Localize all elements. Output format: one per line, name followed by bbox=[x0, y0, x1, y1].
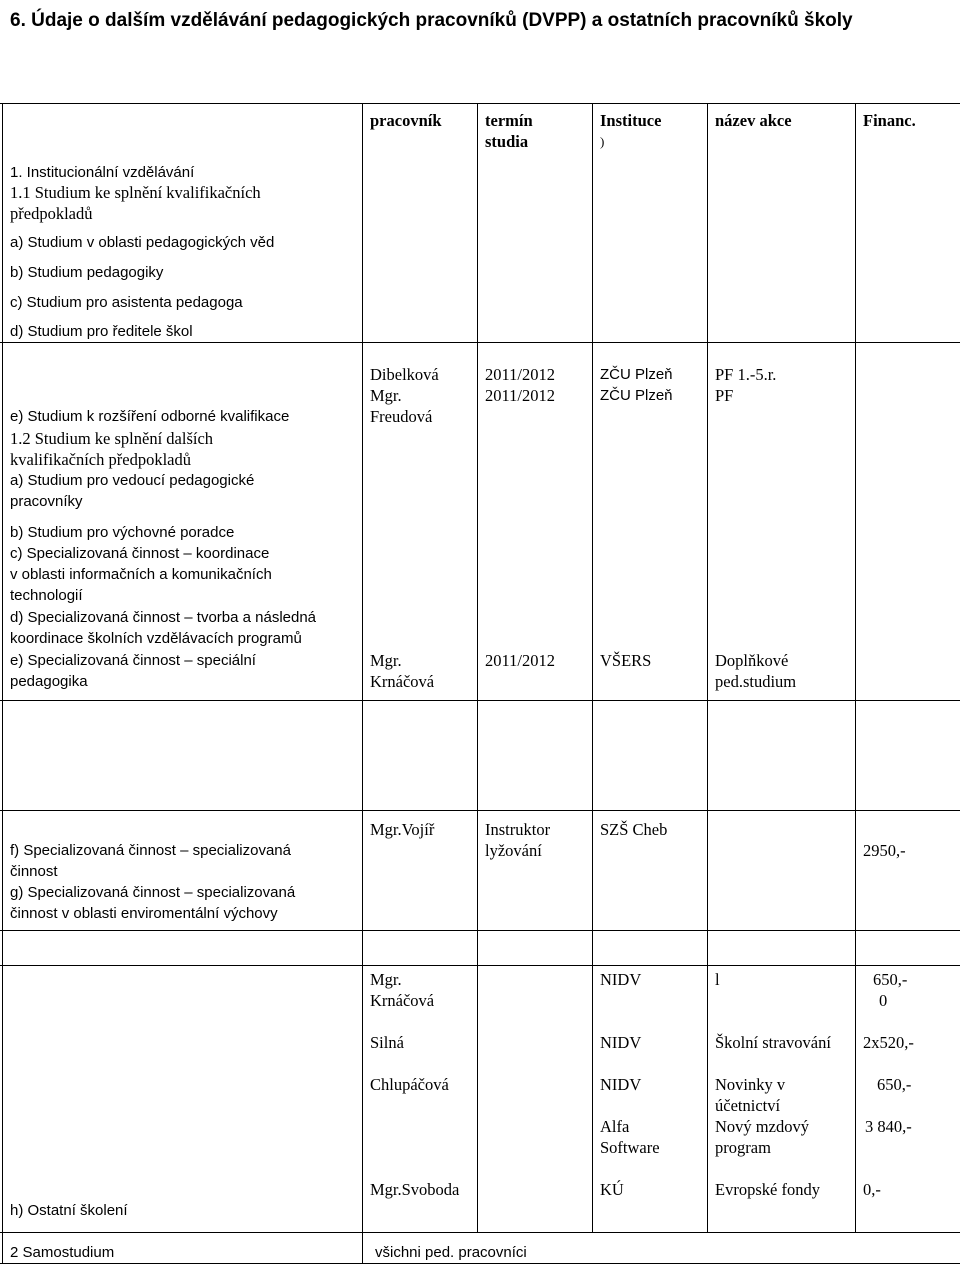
section2-prac2-line2: Krnáčová bbox=[370, 672, 435, 691]
header-termin-line1: termín bbox=[485, 111, 533, 130]
section4-item-h: h) Ostatní školení bbox=[10, 1202, 128, 1219]
section1-heading: 1. Institucionální vzdělávání bbox=[10, 164, 195, 181]
section4-row2-inst: NIDV bbox=[600, 1033, 642, 1052]
column-divider-nazev bbox=[707, 103, 708, 1232]
section2-term1-line2: 2011/2012 bbox=[485, 386, 555, 405]
section1-sub-line1: 1.1 Studium ke splnění kvalifikačních bbox=[10, 183, 261, 202]
section4-row4-inst-line1: Alfa bbox=[600, 1117, 630, 1136]
section2-item-d-line2: koordinace školních vzdělávacích programů bbox=[10, 630, 302, 647]
section2-nazev2-line2: ped.studium bbox=[715, 672, 797, 691]
section2-heading-line2: kvalifikačních předpokladů bbox=[10, 450, 191, 469]
section4-row5-inst: KÚ bbox=[600, 1180, 624, 1199]
section4-row1-prac-line2: Krnáčová bbox=[370, 991, 435, 1010]
section2-item-e2-line2: pedagogika bbox=[10, 673, 88, 690]
section4-row3-nazev-line1: Novinky v bbox=[715, 1075, 786, 1094]
section2-prac1-line1: Dibelková bbox=[370, 365, 439, 384]
header-nazev: název akce bbox=[715, 111, 792, 130]
page-title: 6. Údaje o dalším vzdělávání pedagogických pracovníků (DVPP) a ostatních pracovníků školy bbox=[10, 10, 853, 31]
table-border-left bbox=[2, 103, 3, 1264]
section3-term-line2: lyžování bbox=[485, 841, 542, 860]
section-divider-6 bbox=[0, 1232, 960, 1233]
section-divider-5 bbox=[0, 965, 960, 966]
section2-item-a-line1: a) Studium pro vedoucí pedagogické bbox=[10, 472, 255, 489]
section4-row3-financ: 650,- bbox=[877, 1075, 912, 1094]
section-divider-4 bbox=[0, 930, 960, 931]
section2-prac1-line2: Mgr. bbox=[370, 386, 402, 405]
section4-row1-financ-line1: 650,- bbox=[873, 970, 908, 989]
section3-financ: 2950,- bbox=[863, 841, 906, 860]
section4-row1-prac-line1: Mgr. bbox=[370, 970, 402, 989]
section2-inst1-line2: ZČU Plzeň bbox=[600, 387, 673, 404]
section3-inst: SZŠ Cheb bbox=[600, 820, 668, 839]
section4-row1-nazev: l bbox=[715, 970, 720, 989]
column-divider-financ bbox=[855, 103, 856, 1232]
section2-item-c-line1: c) Specializovaná činnost – koordinace bbox=[10, 545, 270, 562]
samostudium-label: 2 Samostudium bbox=[10, 1244, 115, 1261]
table-border-top bbox=[0, 103, 960, 104]
section4-row2-prac: Silná bbox=[370, 1033, 404, 1052]
section4-row5-financ: 0,- bbox=[863, 1180, 881, 1199]
column-divider-termin bbox=[477, 103, 478, 1232]
section2-item-c-line3: technologií bbox=[10, 587, 83, 604]
section2-item-d-line1: d) Specializovaná činnost – tvorba a následná bbox=[10, 609, 317, 626]
section4-row2-nazev: Školní stravování bbox=[715, 1033, 831, 1052]
section4-row5-nazev: Evropské fondy bbox=[715, 1180, 820, 1199]
section2-prac2-line1: Mgr. bbox=[370, 651, 402, 670]
section1-item-d: d) Studium pro ředitele škol bbox=[10, 323, 193, 340]
section4-row1-inst: NIDV bbox=[600, 970, 642, 989]
header-instituce-line1: Instituce bbox=[600, 111, 662, 130]
column-divider-prac bbox=[362, 103, 363, 1264]
section2-prac1-line3: Freudová bbox=[370, 407, 433, 426]
section1-item-a: a) Studium v oblasti pedagogických věd bbox=[10, 234, 275, 251]
section2-inst2: VŠERS bbox=[600, 651, 652, 670]
section4-row3-inst: NIDV bbox=[600, 1075, 642, 1094]
section-divider-3 bbox=[0, 810, 960, 811]
column-divider-instituce bbox=[592, 103, 593, 1232]
samostudium-prac: všichni ped. pracovníci bbox=[375, 1244, 527, 1261]
section3-term-line1: Instruktor bbox=[485, 820, 551, 839]
section2-item-e: e) Studium k rozšíření odborné kvalifikace bbox=[10, 408, 290, 425]
section2-nazev1-line1: PF 1.-5.r. bbox=[715, 365, 777, 384]
section4-row2-financ: 2x520,- bbox=[863, 1033, 914, 1052]
header-termin-line2: studia bbox=[485, 132, 529, 151]
section3-item-f-line1: f) Specializovaná činnost – specializovaná bbox=[10, 842, 291, 859]
section4-row4-nazev-line1: Nový mzdový bbox=[715, 1117, 809, 1136]
section4-row4-nazev-line2: program bbox=[715, 1138, 771, 1157]
section3-prac: Mgr.Vojíř bbox=[370, 820, 435, 839]
section2-nazev1-line2: PF bbox=[715, 386, 734, 405]
section1-item-b: b) Studium pedagogiky bbox=[10, 264, 164, 281]
section4-row3-prac: Chlupáčová bbox=[370, 1075, 449, 1094]
section2-inst1-line1: ZČU Plzeň bbox=[600, 366, 673, 383]
section4-row4-financ: 3 840,- bbox=[865, 1117, 912, 1136]
section-divider-1 bbox=[0, 342, 960, 343]
section1-item-c: c) Studium pro asistenta pedagoga bbox=[10, 294, 243, 311]
section3-item-f-line2: činnost bbox=[10, 863, 58, 880]
section2-nazev2-line1: Doplňkové bbox=[715, 651, 789, 670]
header-instituce-line2: ) bbox=[600, 134, 605, 149]
section2-term2: 2011/2012 bbox=[485, 651, 555, 670]
section2-item-e2-line1: e) Specializovaná činnost – speciální bbox=[10, 652, 256, 669]
section2-term1-line1: 2011/2012 bbox=[485, 365, 555, 384]
section2-heading-line1: 1.2 Studium ke splnění dalších bbox=[10, 429, 214, 448]
section4-row4-inst-line2: Software bbox=[600, 1138, 660, 1157]
section4-row3-nazev-line2: účetnictví bbox=[715, 1096, 781, 1115]
section3-item-g-line1: g) Specializovaná činnost – specializovaná bbox=[10, 884, 296, 901]
header-pracovnik: pracovník bbox=[370, 111, 442, 130]
table-border-bottom bbox=[0, 1263, 960, 1264]
header-financ: Financ. bbox=[863, 111, 916, 130]
section-divider-2 bbox=[0, 700, 960, 701]
section1-sub-line2: předpokladů bbox=[10, 204, 93, 223]
section2-item-c-line2: v oblasti informačních a komunikačních bbox=[10, 566, 272, 583]
section2-item-a-line2: pracovníky bbox=[10, 493, 83, 510]
section2-item-b: b) Studium pro výchovné poradce bbox=[10, 524, 235, 541]
section3-item-g-line2: činnost v oblasti enviromentální výchovy bbox=[10, 905, 278, 922]
section4-row5-prac: Mgr.Svoboda bbox=[370, 1180, 460, 1199]
section4-row1-financ-line2: 0 bbox=[879, 991, 888, 1010]
